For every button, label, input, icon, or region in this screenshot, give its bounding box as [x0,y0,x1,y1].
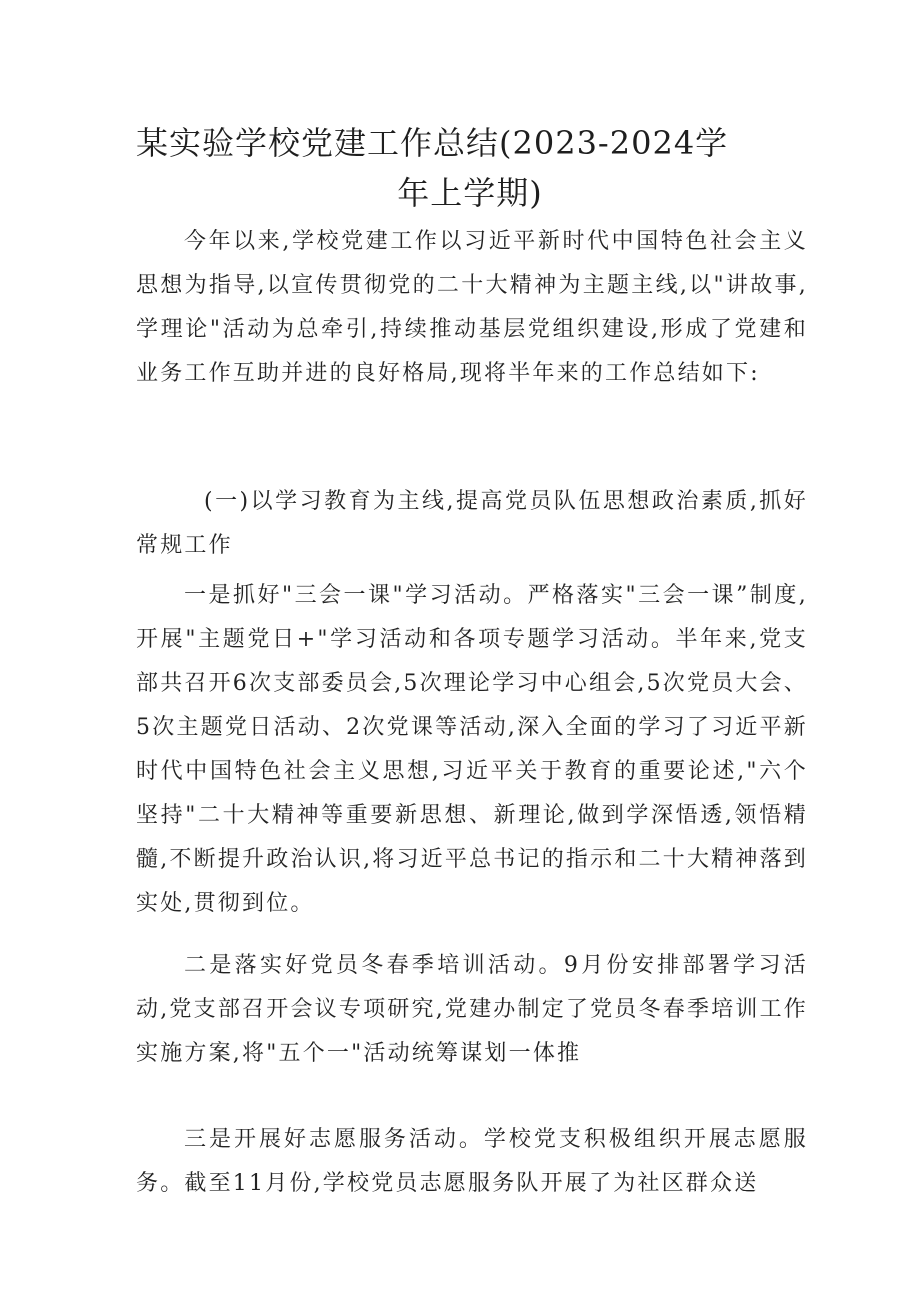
paragraph-winter-training: 二是落实好党员冬春季培训活动。9月份安排部署学习活动,党支部召开会议专项研究,党建办制定了党员冬春季培训工作实施方案,将"五个一"活动统筹谋划一体推 [136,953,808,1066]
title-line-1: 某实验学校党建工作总结(2023-2024学 [136,124,729,162]
section-heading-1: (一)以学习教育为主线,提高党员队伍思想政治素质,抓好常规工作 [136,489,808,558]
paragraph-three-meetings: 一是抓好"三会一课"学习活动。严格落实"三会一课”制度,开展"主题党日+"学习活动和各项专题学习活动。半年来,党支部共召开6次支部委员会,5次理论学习中心组会,5次党员大会、5次主题党日活动、2次党课等活动,深入全面的学习了习近平新时代中国特色社会主义思想,习近平关于教育的重要论述,"六个坚持"二十大精神等重要新思想、新理论,做到学深悟透,领悟精髓,不断提升政治认识,将习近平总书记的指示和二十大精神落到实处,贯彻到位。 [136,583,808,916]
title-line-2: 年上学期) [397,174,543,212]
intro-paragraph: 今年以来,学校党建工作以习近平新时代中国特色社会主义思想为指导,以宣传贯彻党的二十大精神为主题主线,以"讲故事,学理论"活动为总牵引,持续推动基层党组织建设,形成了党建和业务工作互助并进的良好格局,现将半年来的工作总结如下: [136,229,808,386]
paragraph-volunteer-service: 三是开展好志愿服务活动。学校党支积极组织开展志愿服务。截至11月份,学校党员志愿服务队开展了为社区群众送 [136,1127,808,1196]
document-title [136,118,796,218]
